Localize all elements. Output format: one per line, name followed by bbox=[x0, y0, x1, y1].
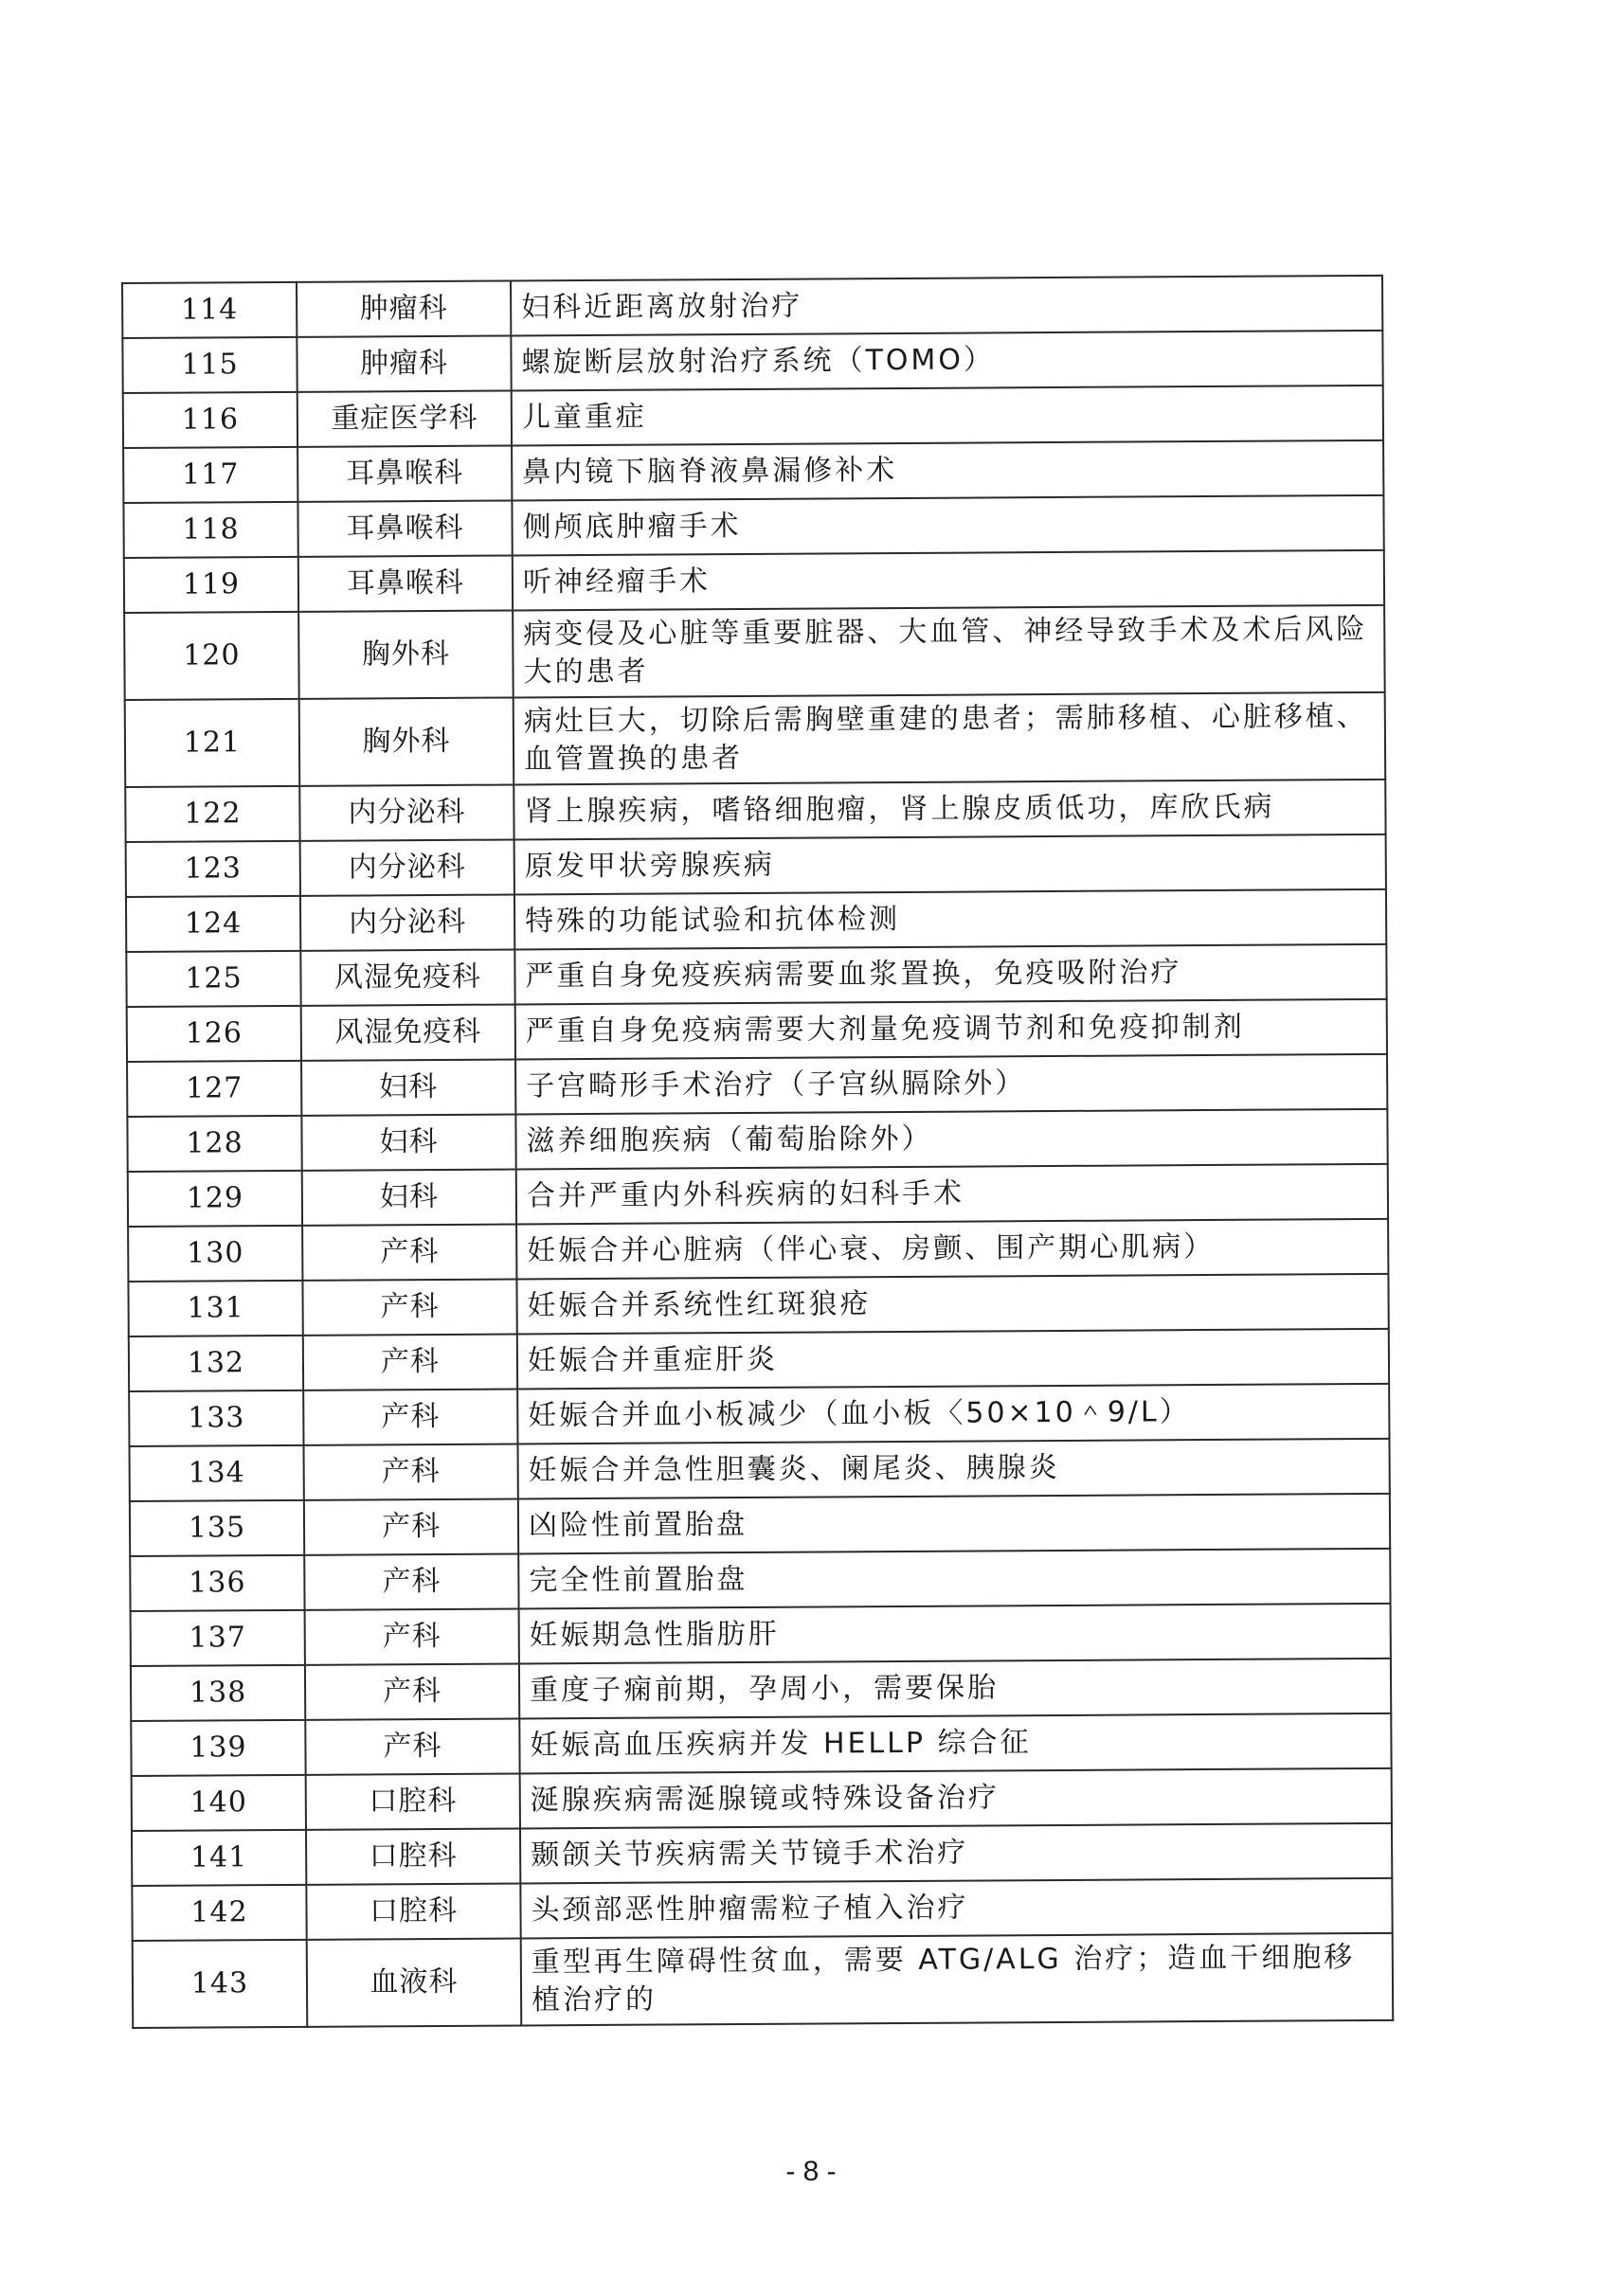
department-cell: 风湿免疫科 bbox=[301, 1004, 515, 1060]
row-number-cell: 131 bbox=[128, 1281, 302, 1336]
description-cell: 妊娠合并血小板减少（血小板〈50×10＾9/L） bbox=[517, 1384, 1389, 1444]
table-row bbox=[126, 889, 1386, 952]
department-cell: 口腔科 bbox=[306, 1883, 520, 1939]
description-cell: 原发甲状旁腺疾病 bbox=[514, 834, 1386, 895]
table-row bbox=[132, 1878, 1392, 1941]
description-cell: 完全性前置胎盘 bbox=[518, 1549, 1390, 1609]
department-cell: 肿瘤科 bbox=[297, 280, 511, 336]
description-cell: 病变侵及心脏等重要脏器、大血管、神经导致手术及术后风险大的患者 bbox=[513, 605, 1385, 698]
department-cell: 胸外科 bbox=[298, 610, 514, 698]
department-cell: 内分泌科 bbox=[299, 784, 514, 840]
description-cell: 特殊的功能试验和抗体检测 bbox=[514, 889, 1386, 950]
description-cell: 妊娠合并心脏病（伴心衰、房颤、围产期心肌病） bbox=[516, 1219, 1388, 1280]
row-number-cell: 117 bbox=[123, 447, 297, 503]
description-cell: 妊娠高血压疾病并发 HELLP 综合征 bbox=[519, 1713, 1391, 1774]
department-cell: 内分泌科 bbox=[300, 839, 514, 895]
department-cell: 耳鼻喉科 bbox=[298, 555, 513, 611]
description-cell: 重型再生障碍性贫血，需要 ATG/ALG 治疗；造血干细胞移植治疗的 bbox=[521, 1933, 1394, 2026]
department-cell: 产科 bbox=[303, 1334, 517, 1390]
table-row bbox=[130, 1549, 1390, 1611]
table-row bbox=[123, 440, 1383, 503]
table-row bbox=[129, 1384, 1389, 1446]
page-number: - 8 - bbox=[785, 2156, 837, 2187]
row-number-cell: 138 bbox=[131, 1665, 305, 1721]
department-cell: 产科 bbox=[304, 1498, 518, 1554]
department-cell: 妇科 bbox=[301, 1114, 515, 1170]
department-cell: 风湿免疫科 bbox=[300, 949, 514, 1005]
table-row bbox=[123, 386, 1383, 448]
table-row bbox=[126, 834, 1386, 897]
table-row bbox=[131, 1604, 1391, 1666]
table-row bbox=[131, 1659, 1391, 1721]
row-number-cell: 126 bbox=[127, 1006, 301, 1062]
table-container bbox=[121, 275, 1392, 2029]
table-row bbox=[128, 1219, 1388, 1282]
description-cell: 妊娠合并系统性红斑狼疮 bbox=[516, 1274, 1388, 1335]
row-number-cell: 132 bbox=[129, 1336, 303, 1391]
row-number-cell: 134 bbox=[130, 1445, 304, 1501]
row-number-cell: 116 bbox=[123, 392, 297, 448]
row-number-cell: 129 bbox=[128, 1171, 302, 1227]
row-number-cell: 142 bbox=[132, 1885, 306, 1941]
description-cell: 听神经瘤手术 bbox=[513, 550, 1384, 611]
table-row bbox=[125, 780, 1385, 842]
department-cell: 耳鼻喉科 bbox=[297, 445, 512, 501]
department-cell: 产科 bbox=[305, 1608, 519, 1664]
description-cell: 螺旋断层放射治疗系统（TOMO） bbox=[511, 331, 1382, 391]
department-cell: 胸外科 bbox=[299, 697, 514, 785]
description-cell: 滋养细胞疾病（葡萄胎除外） bbox=[515, 1109, 1387, 1170]
table-row bbox=[128, 1164, 1388, 1227]
table-row bbox=[127, 1054, 1387, 1117]
row-number-cell: 143 bbox=[133, 1940, 308, 2028]
table-row bbox=[123, 495, 1383, 558]
description-cell: 妊娠合并急性胆囊炎、阑尾炎、胰腺炎 bbox=[517, 1439, 1389, 1499]
row-number-cell: 122 bbox=[125, 786, 299, 842]
table-body bbox=[122, 276, 1393, 2028]
description-cell: 严重自身免疫病需要大剂量免疫调节剂和免疫抑制剂 bbox=[515, 999, 1387, 1060]
description-cell: 严重自身免疫疾病需要血浆置换，免疫吸附治疗 bbox=[514, 944, 1386, 1005]
department-cell: 耳鼻喉科 bbox=[297, 500, 512, 556]
row-number-cell: 114 bbox=[122, 282, 297, 338]
department-cell: 内分泌科 bbox=[300, 894, 514, 950]
row-number-cell: 140 bbox=[132, 1775, 306, 1831]
catalog-table bbox=[121, 275, 1394, 2029]
table-row bbox=[131, 1713, 1391, 1776]
table-row bbox=[130, 1439, 1390, 1501]
row-number-cell: 124 bbox=[126, 896, 300, 952]
table-row bbox=[127, 1109, 1387, 1172]
description-cell: 病灶巨大，切除后需胸壁重建的患者；需肺移植、心脏移植、血管置换的患者 bbox=[514, 692, 1386, 785]
row-number-cell: 120 bbox=[124, 612, 299, 700]
table-row bbox=[128, 1274, 1388, 1336]
row-number-cell: 141 bbox=[132, 1830, 306, 1886]
row-number-cell: 137 bbox=[131, 1610, 305, 1666]
description-cell: 妇科近距离放射治疗 bbox=[511, 276, 1382, 336]
row-number-cell: 139 bbox=[131, 1720, 305, 1776]
description-cell: 头颈部恶性肿瘤需粒子植入治疗 bbox=[520, 1878, 1392, 1939]
description-cell: 妊娠期急性脂肪肝 bbox=[519, 1604, 1391, 1664]
row-number-cell: 123 bbox=[126, 841, 300, 897]
department-cell: 产科 bbox=[305, 1718, 519, 1774]
row-number-cell: 133 bbox=[129, 1390, 303, 1446]
department-cell: 肿瘤科 bbox=[297, 335, 511, 391]
row-number-cell: 127 bbox=[127, 1061, 301, 1117]
table-row bbox=[125, 692, 1386, 787]
department-cell: 产科 bbox=[302, 1279, 516, 1335]
row-number-cell: 135 bbox=[130, 1500, 304, 1556]
row-number-cell: 119 bbox=[124, 557, 298, 613]
description-cell: 侧颅底肿瘤手术 bbox=[512, 495, 1383, 556]
table-row bbox=[132, 1768, 1392, 1831]
table-row bbox=[127, 999, 1387, 1062]
row-number-cell: 121 bbox=[125, 699, 300, 787]
table-row bbox=[124, 605, 1385, 700]
department-cell: 口腔科 bbox=[306, 1828, 520, 1884]
table-row bbox=[129, 1329, 1389, 1391]
description-cell: 儿童重症 bbox=[512, 386, 1383, 446]
description-cell: 肾上腺疾病，嗜铬细胞瘤，肾上腺皮质低功，库欣氏病 bbox=[514, 780, 1385, 840]
table-row bbox=[126, 944, 1386, 1007]
row-number-cell: 130 bbox=[128, 1226, 302, 1282]
table-row bbox=[122, 331, 1382, 393]
table-row bbox=[122, 276, 1382, 338]
department-cell: 产科 bbox=[304, 1553, 518, 1609]
description-cell: 颞颌关节疾病需关节镜手术治疗 bbox=[520, 1823, 1392, 1884]
department-cell: 妇科 bbox=[302, 1169, 516, 1225]
table-row bbox=[132, 1823, 1392, 1886]
description-cell: 鼻内镜下脑脊液鼻漏修补术 bbox=[512, 440, 1383, 501]
table-row bbox=[133, 1933, 1394, 2028]
description-cell: 妊娠合并重症肝炎 bbox=[517, 1329, 1389, 1390]
description-cell: 涎腺疾病需涎腺镜或特殊设备治疗 bbox=[520, 1768, 1392, 1829]
row-number-cell: 128 bbox=[127, 1116, 301, 1172]
department-cell: 产科 bbox=[304, 1444, 518, 1499]
department-cell: 产科 bbox=[305, 1663, 519, 1719]
department-cell: 妇科 bbox=[301, 1059, 515, 1115]
row-number-cell: 115 bbox=[122, 337, 297, 393]
description-cell: 子宫畸形手术治疗（子宫纵膈除外） bbox=[515, 1054, 1387, 1115]
department-cell: 产科 bbox=[302, 1224, 516, 1280]
table-row bbox=[124, 550, 1384, 613]
department-cell: 产科 bbox=[303, 1389, 517, 1444]
department-cell: 血液科 bbox=[307, 1938, 522, 2026]
row-number-cell: 118 bbox=[123, 502, 297, 558]
table-row bbox=[130, 1494, 1390, 1556]
description-cell: 重度子痫前期，孕周小，需要保胎 bbox=[519, 1659, 1391, 1719]
department-cell: 重症医学科 bbox=[297, 390, 512, 446]
row-number-cell: 125 bbox=[126, 951, 300, 1007]
row-number-cell: 136 bbox=[130, 1555, 304, 1611]
department-cell: 口腔科 bbox=[306, 1773, 520, 1829]
description-cell: 凶险性前置胎盘 bbox=[518, 1494, 1390, 1554]
description-cell: 合并严重内外科疾病的妇科手术 bbox=[516, 1164, 1388, 1225]
